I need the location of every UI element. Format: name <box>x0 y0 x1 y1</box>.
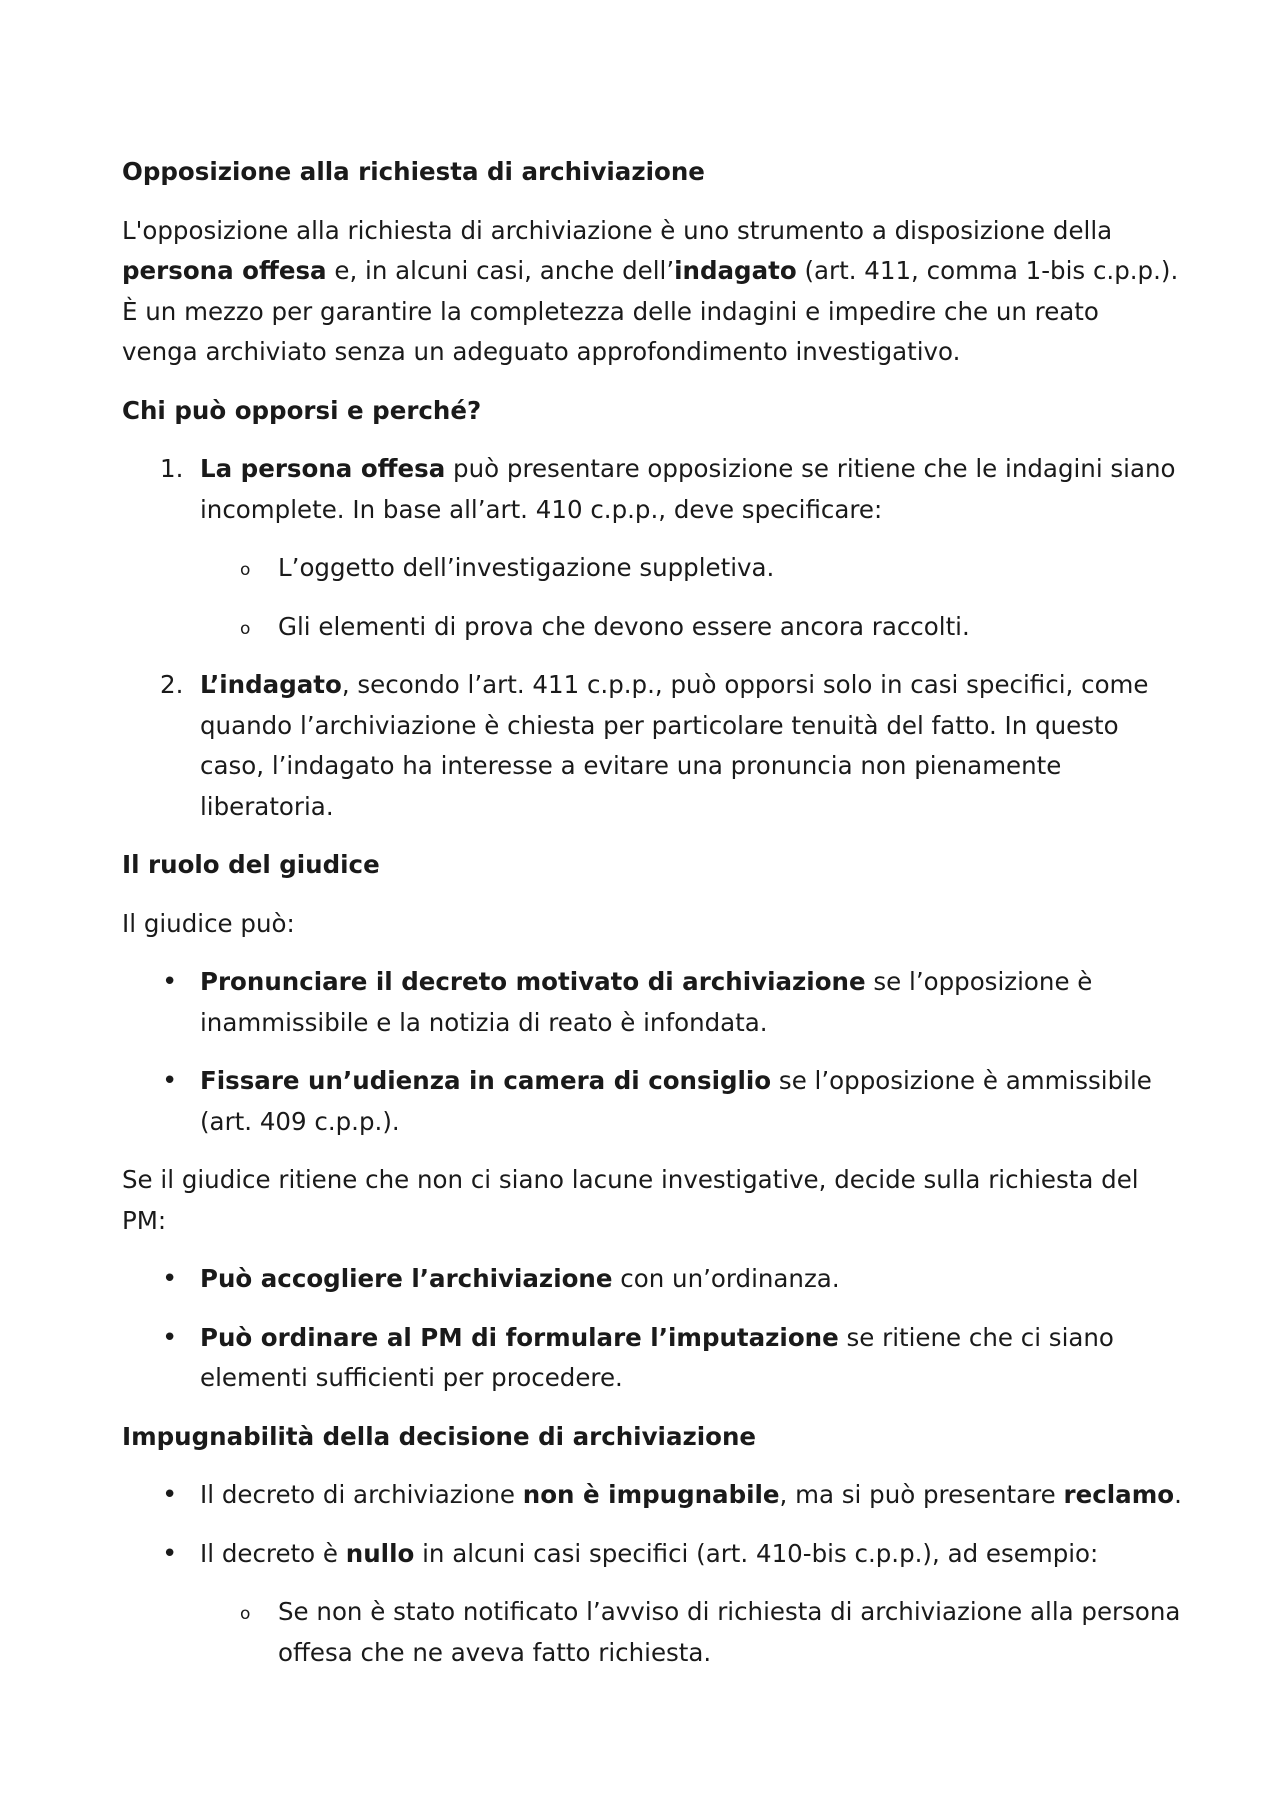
intro-text-2: e, in alcuni casi, anche dell’ <box>326 256 675 285</box>
bullet-text: se ritiene che ci siano elementi sufficienti per procedere. <box>200 1322 1114 1392</box>
bullet-text-1: Il decreto è <box>200 1538 346 1568</box>
bullet-item <box>122 1475 1182 1516</box>
decision-paragraph: Se il giudice ritiene che non ci siano lacune investigative, decide sulla richiesta del PM: <box>122 1165 1139 1235</box>
sub-item-text: L’oggetto dell’investigazione suppletiva. <box>278 553 775 582</box>
bullet-text-3: . <box>1174 1480 1182 1509</box>
item-text: , secondo l’art. 411 c.p.p., può opporsi solo in casi specifici, come quando l’archiviazione è chiesta per particolare tenuità del fatto. In questo caso, l’indagato ha interesse a evitare una pronuncia non pienamente liberatoria. <box>200 670 1149 821</box>
sub-list-item <box>122 1592 1182 1673</box>
circle-bullet-icon: o <box>240 1604 251 1624</box>
bullet-bold-non-impugnabile: non è impugnabile <box>522 1480 780 1509</box>
circle-bullet-icon: o <box>240 618 251 639</box>
bullet-item <box>122 962 1182 1043</box>
section-heading-ruolo-giudice: Il ruolo del giudice <box>122 850 380 879</box>
bullet-bold: Può accogliere l’archiviazione <box>200 1264 613 1293</box>
list-number: 2. <box>160 670 184 699</box>
bullet-item <box>122 1061 1182 1142</box>
sub-item-text: Gli elementi di prova che devono essere ancora raccolti. <box>278 611 970 641</box>
bullet-item <box>122 1259 1182 1300</box>
bullet-icon: • <box>162 1480 178 1510</box>
document-title: Opposizione alla richiesta di archiviazione <box>122 157 705 186</box>
numbered-item-2 <box>122 665 1182 827</box>
intro-bold-indagato: indagato <box>674 256 797 285</box>
numbered-item-1 <box>122 449 1182 530</box>
bullet-bold: Può ordinare al PM di formulare l’imputazione <box>200 1322 839 1352</box>
bullet-text: con un’ordinanza. <box>612 1264 840 1293</box>
sub-list-item <box>122 548 1182 589</box>
section-heading-chi-puo: Chi può opporsi e perché? <box>122 395 482 425</box>
intro-text-1: L'opposizione alla richiesta di archiviazione è uno strumento a disposizione della <box>122 215 1113 245</box>
bullet-bold: Fissare un’udienza in camera di consiglio <box>200 1066 772 1095</box>
bullet-text: se l’opposizione è ammissibile (art. 409 c.p.p.). <box>200 1066 1152 1136</box>
bullet-item <box>122 1534 1182 1575</box>
bullet-icon: • <box>162 1264 178 1294</box>
section-heading-impugnabilita: Impugnabilità della decisione di archiviazione <box>122 1421 757 1451</box>
bullet-bold-reclamo: reclamo <box>1063 1480 1175 1509</box>
intro-paragraph <box>122 211 1182 373</box>
bullet-text-2: , ma si può presentare <box>779 1480 1064 1509</box>
intro-text-3: (art. 411, comma 1-bis c.p.p.). È un mezzo per garantire la completezza delle indagini e impedire che un reato venga archiviato senza un adeguato approfondimento investigativo. <box>122 256 1179 366</box>
lead-paragraph: Il giudice può: <box>122 908 295 938</box>
bullet-icon: • <box>162 1538 178 1569</box>
item-text: può presentare opposizione se ritiene che le indagini siano incomplete. In base all’art. 410 c.p.p., deve specificare: <box>200 454 1176 524</box>
circle-bullet-icon: o <box>240 560 251 580</box>
sub-list-item <box>122 607 1182 648</box>
bullet-bold: Pronunciare il decreto motivato di archiviazione <box>200 967 866 996</box>
bullet-bold-nullo: nullo <box>345 1538 415 1568</box>
item-bold: L’indagato <box>200 670 342 699</box>
sub-item-text: Se non è stato notificato l’avviso di richiesta di archiviazione alla persona offesa che ne aveva fatto richiesta. <box>278 1597 1181 1667</box>
bullet-item <box>122 1318 1182 1399</box>
list-number: 1. <box>160 454 184 483</box>
bullet-text-2: in alcuni casi specifici (art. 410-bis c.p.p.), ad esempio: <box>414 1538 1099 1568</box>
document-body <box>122 152 1182 1691</box>
bullet-icon: • <box>162 967 178 997</box>
bullet-text-1: Il decreto di archiviazione <box>200 1480 523 1509</box>
bullet-text: se l’opposizione è inammissibile e la notizia di reato è infondata. <box>200 967 1093 1037</box>
bullet-icon: • <box>162 1322 178 1353</box>
intro-bold-persona-offesa: persona offesa <box>122 256 327 285</box>
item-bold: La persona offesa <box>200 454 446 483</box>
bullet-icon: • <box>162 1066 178 1096</box>
